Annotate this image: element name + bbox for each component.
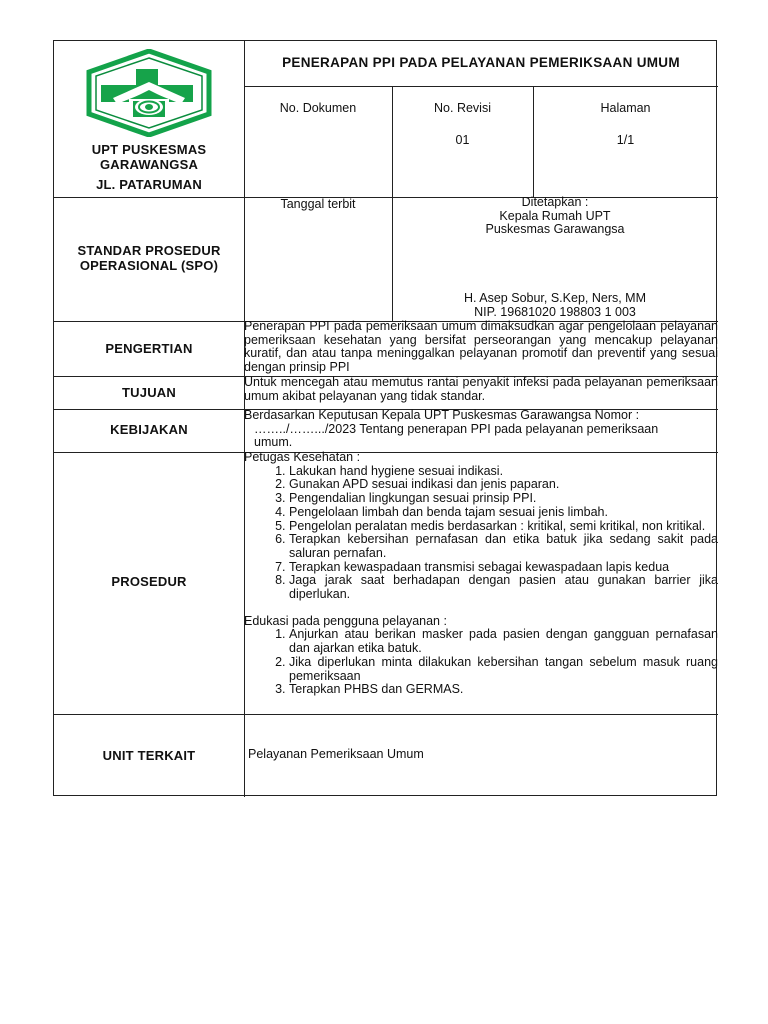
policy-text — [244, 409, 718, 450]
approval-block — [392, 196, 718, 237]
staff-step: 7. Terapkan kewaspadaan transmisi sebagai kewaspadaan lapis kedua — [289, 561, 718, 575]
staff-heading: Petugas Kesehatan : — [244, 450, 361, 464]
definition-label: PENGERTIAN — [105, 341, 193, 356]
sop-title-line-1: STANDAR PROSEDUR — [77, 243, 221, 258]
signatory-name: H. Asep Sobur, S.Kep, Ners, MM — [463, 291, 647, 305]
staff-step: 2. Gunakan APD sesuai indikasi dan jenis paparan. — [289, 478, 718, 492]
approver-position-line-1: Kepala Rumah UPT — [499, 208, 611, 223]
related-unit-label: UNIT TERKAIT — [102, 748, 196, 763]
purpose-text: Untuk mencegah atau memutus rantai penyakit infeksi pada pelayanan pemeriksaan umum akibat pelayanan yang tidak standar. — [244, 375, 718, 403]
policy-label: KEBIJAKAN — [110, 422, 188, 437]
signatory-nip: NIP. 19681020 198803 1 003 — [474, 304, 636, 319]
staff-step: 6. Terapkan kebersihan pernafasan dan etika batuk jika sedang sakit pada saluran pernafan. — [289, 533, 718, 560]
issue-date-label: Tanggal terbit — [280, 197, 356, 211]
purpose-label: TUJUAN — [122, 385, 176, 400]
page-label: Halaman — [600, 101, 651, 115]
procedure-label: PROSEDUR — [111, 574, 187, 589]
staff-step: 8. Jaga jarak saat berhadapan dengan pasien atau gunakan barrier jika diperlukan. — [289, 574, 718, 601]
organization-address: JL. PATARUMAN — [96, 177, 202, 192]
policy-line-3: umum. — [254, 435, 293, 450]
policy-line-2: ……../…….../2023 Tentang penerapan PPI pada pelayanan pemeriksaan — [254, 421, 659, 436]
definition-text: Penerapan PPI pada pemeriksaan umum dimaksudkan agar pengelolaan pelayanan pemeriksaan kesehatan yang bersifat perseorangan yang mencakup pelayanan kuratif, dan atau tanpa meninggalkan pelayanan promotif dan preventif yang sesuai dengan prinsip PPI — [244, 319, 718, 375]
organization-line-2: GARAWANGSA — [99, 157, 199, 172]
policy-line-1: Berdasarkan Keputusan Kepala UPT Puskesmas Garawangsa Nomor : — [244, 408, 640, 422]
organization-line-1: UPT PUSKESMAS — [91, 142, 207, 157]
document-title: PENERAPAN PPI PADA PELAYANAN PEMERIKSAAN UMUM — [282, 55, 680, 70]
approver-position-line-2: Puskesmas Garawangsa — [485, 222, 625, 237]
education-heading: Edukasi pada pengguna pelayanan : — [244, 613, 447, 628]
staff-step: 1. Lakukan hand hygiene sesuai indikasi. — [289, 465, 718, 479]
staff-step: 4. Pengelolaan limbah dan benda tajam sesuai jenis limbah. — [289, 506, 718, 520]
page-value: 1/1 — [616, 133, 635, 147]
education-steps-list — [244, 628, 718, 697]
education-step: 3. Terapkan PHBS dan GERMAS. — [289, 683, 718, 697]
puskesmas-logo — [83, 49, 215, 137]
procedure-divider — [54, 714, 718, 715]
staff-steps-list — [244, 465, 718, 602]
education-step: 1. Anjurkan atau berikan masker pada pasien dengan gangguan pernafasan dan ajarkan etika batuk. — [289, 628, 718, 655]
education-step: 2. Jika diperlukan minta dilakukan kebersihan tangan sebelum masuk ruang pemeriksaan — [289, 656, 718, 683]
set-by-label: Ditetapkan : — [521, 195, 589, 209]
procedure-content — [244, 451, 718, 697]
spo-document — [53, 40, 717, 796]
document-number-label: No. Dokumen — [279, 101, 357, 115]
staff-step: 3. Pengendalian lingkungan sesuai prinsip PPI. — [289, 492, 718, 506]
revision-label: No. Revisi — [434, 101, 491, 115]
title-divider — [244, 86, 718, 87]
organization-name — [54, 142, 244, 172]
sop-title-line-2: OPERASIONAL (SPO) — [79, 258, 219, 273]
signatory-block — [392, 292, 718, 319]
staff-step: 5. Pengelolan peralatan medis berdasarkan : kritikal, semi kritikal, non kritikal. — [289, 520, 718, 534]
related-unit-text: Pelayanan Pemeriksaan Umum — [248, 747, 424, 761]
revision-value: 01 — [455, 133, 470, 147]
sop-title — [54, 243, 244, 273]
